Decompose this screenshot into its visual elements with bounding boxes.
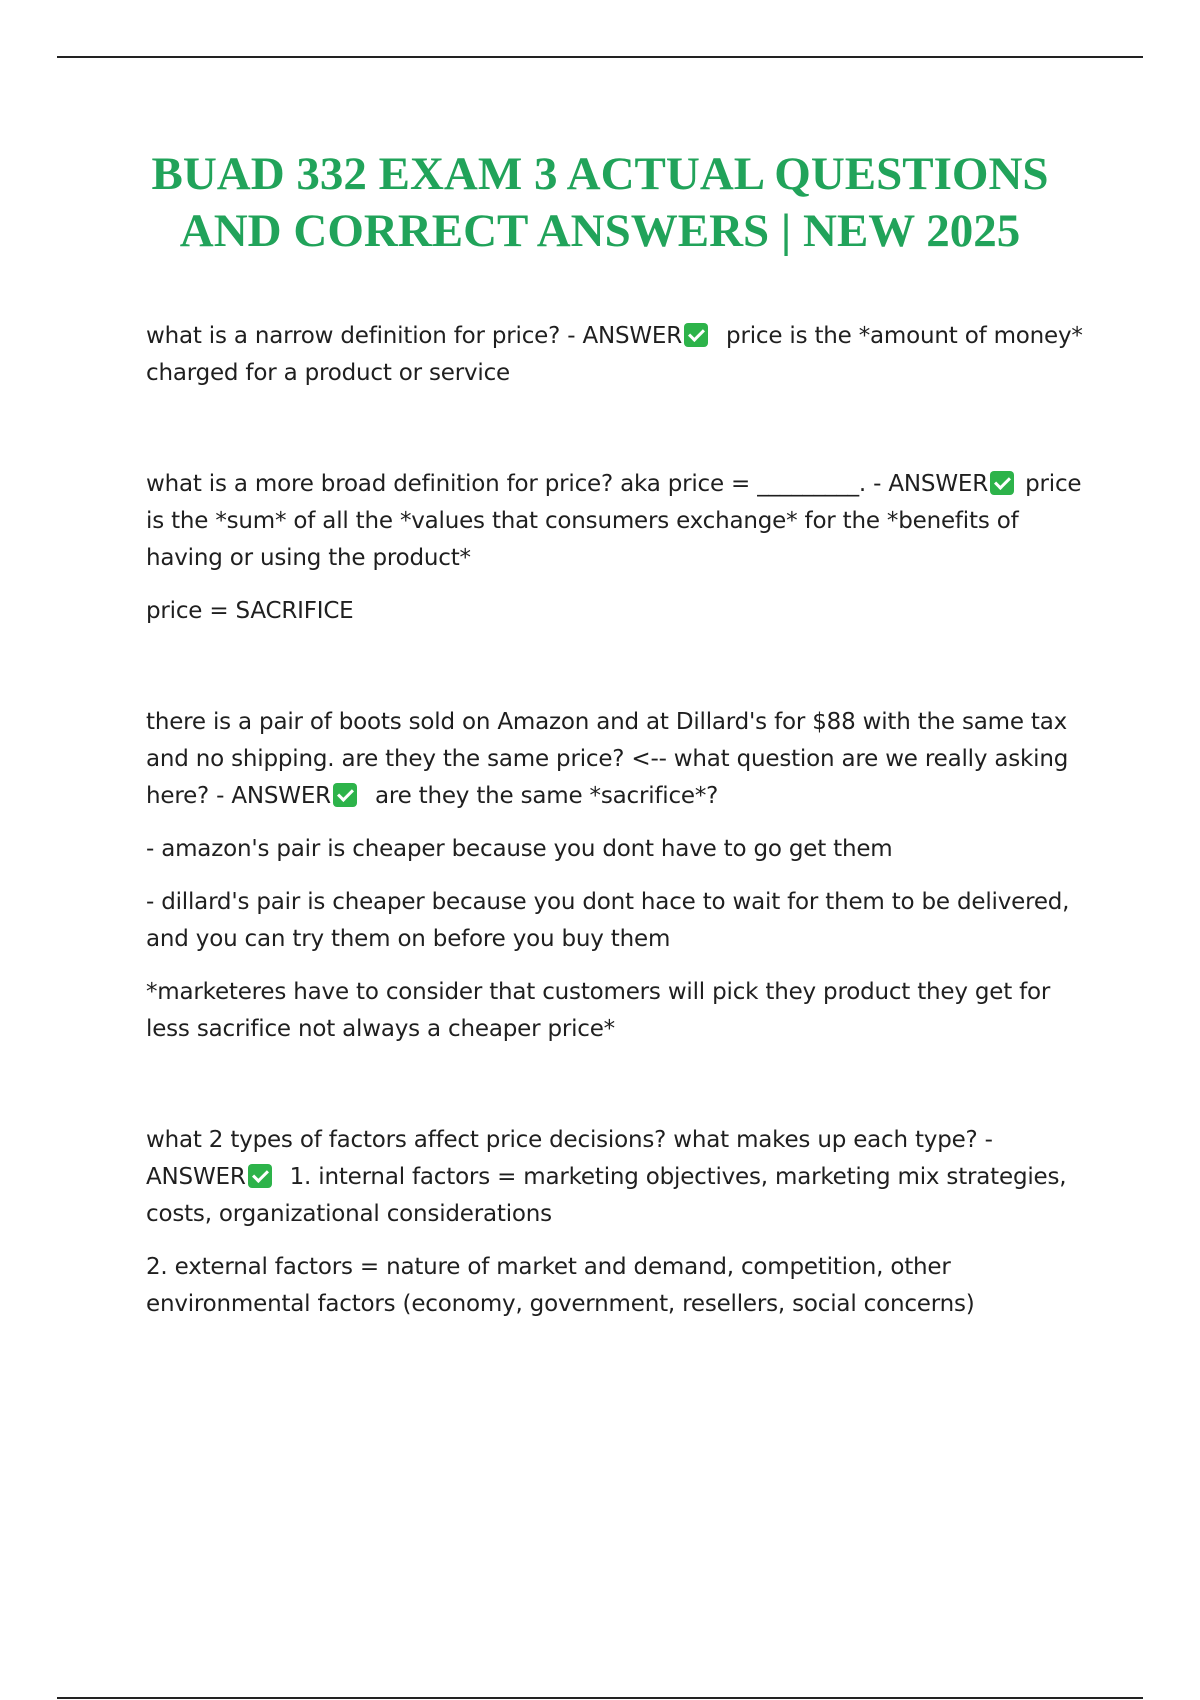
qa-item xyxy=(146,1122,1086,1323)
answer-label: ANSWER xyxy=(888,471,988,497)
answer-extra-paragraph: - dillard's pair is cheaper because you dont hace to wait for them to be delivered, and you can try them on before you buy them xyxy=(146,889,1070,952)
qa-first-paragraph xyxy=(146,1122,1086,1233)
question-text: there is a pair of boots sold on Amazon and at Dillard's for $88 with the same tax and no shipping. are they the same price? <-- what question are we really asking here? - xyxy=(146,709,1069,809)
page-title xyxy=(60,146,1140,260)
qa-first-paragraph xyxy=(146,466,1086,577)
question-text: what is a more broad definition for price? aka price = _________. - xyxy=(146,471,889,497)
answer-extra-paragraph: - amazon's pair is cheaper because you dont have to go get them xyxy=(146,836,893,862)
question-text: what is a narrow definition for price? - xyxy=(146,323,583,349)
answer-label: ANSWER xyxy=(231,783,331,809)
qa-item xyxy=(146,704,1086,1048)
answer-extra-paragraph: 2. external factors = nature of market and demand, competition, other environmental factors (economy, government, resellers, social concerns) xyxy=(146,1254,975,1317)
title-line-2: AND CORRECT ANSWERS | NEW 2025 xyxy=(179,205,1021,257)
qa-first-paragraph xyxy=(146,704,1086,815)
answer-extra-paragraph: *marketeres have to consider that customers will pick they product they get for less sacrifice not always a cheaper price* xyxy=(146,979,1051,1042)
qa-first-paragraph xyxy=(146,318,1086,392)
answer-text: price is the *sum* of all the *values that consumers exchange* for the *benefits of having or using the product* xyxy=(146,471,1082,571)
answer-label: ANSWER xyxy=(146,1164,246,1190)
check-mark-icon xyxy=(248,1164,272,1188)
check-mark-icon xyxy=(333,783,357,807)
answer-text: price is the *amount of money* charged for a product or service xyxy=(146,323,1083,386)
answer-label: ANSWER xyxy=(582,323,683,349)
question-text: what 2 types of factors affect price decisions? what makes up each type? - xyxy=(146,1127,993,1153)
answer-extra-paragraph: price = SACRIFICE xyxy=(146,598,354,624)
bottom-rule xyxy=(57,1697,1143,1699)
top-rule xyxy=(57,56,1143,58)
check-mark-icon xyxy=(684,323,708,347)
title-line-1: BUAD 332 EXAM 3 ACTUAL QUESTIONS xyxy=(151,148,1049,200)
qa-content xyxy=(146,318,1086,1323)
check-mark-icon xyxy=(990,471,1014,495)
answer-text: 1. internal factors = marketing objectives, marketing mix strategies, costs, organizational considerations xyxy=(146,1164,1067,1227)
qa-item xyxy=(146,318,1086,392)
answer-text: are they the same *sacrifice*? xyxy=(374,783,719,809)
qa-item xyxy=(146,466,1086,630)
